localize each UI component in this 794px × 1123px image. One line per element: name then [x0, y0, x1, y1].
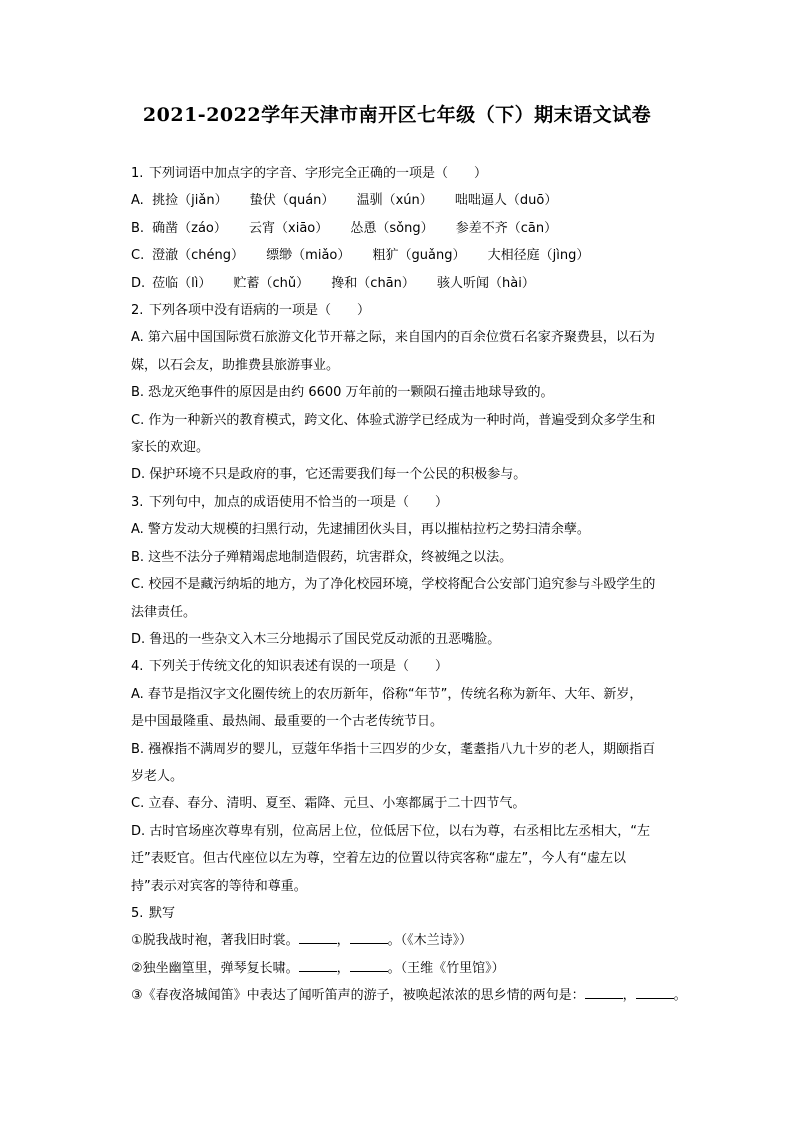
option-item: 大相径庭（jìng） [487, 248, 590, 264]
option-item: 参差不齐（cān） [455, 220, 558, 236]
question-2-line: C. 作为一种新兴的教育模式，跨文化、体验式游学已经成为一种时尚，普遍受到众多学生和 [131, 412, 656, 428]
question-text: 下列各项中没有语病的一项是（ ） [149, 303, 371, 319]
option-item: 云宵（xiāo） [249, 220, 329, 236]
option-item: 澄澈（chéng） [152, 248, 245, 264]
question-5-stem [131, 900, 701, 927]
question-4-line: A. 春节是指汉字文化圈传统上的农历新年，俗称“年节”，传统名称为新年、大年、新岁， [131, 686, 643, 702]
question-2-line: A. 第六届中国国际赏石旅游文化节开幕之际，来自国内的百余位赏石名家齐聚费县，以石为 [131, 330, 655, 346]
dictation-text: ①脱我战时袍，著我旧时裳。 [131, 933, 299, 949]
question-1-option-a [131, 187, 701, 214]
option-item: 贮蓄（chǔ） [233, 275, 310, 291]
question-4-line: D. 古时官场座次尊卑有别，位高居上位，位低居下位，以右为尊，右丞相比左丞相大，“左 [131, 823, 651, 839]
option-item: 怂恿（sǒng） [350, 220, 434, 236]
dictation-separator: ， [336, 960, 350, 976]
answer-blank[interactable] [350, 961, 388, 972]
question-4-line: C. 立春、春分、清明、夏至、霜降、元旦、小寒都属于二十四节气。 [131, 796, 526, 812]
dictation-text: ②独坐幽篁里，弹琴复长啸。 [131, 960, 299, 976]
option-item: 搀和（chān） [331, 275, 415, 291]
option-label: D. [131, 275, 146, 291]
question-1-option-d [131, 270, 701, 297]
question-1-option-c [131, 242, 701, 269]
dictation-text: ③《春夜洛城闻笛》中表达了闻听笛声的游子，被唤起浓浓的思乡情的两句是： [131, 988, 585, 1004]
question-4-line: B. 襁褓指不满周岁的婴儿，豆蔻年华指十三四岁的少女，耄耋指八九十岁的老人，期颐指百 [131, 741, 656, 757]
question-text: 下列关于传统文化的知识表述有误的一项是（ ） [149, 659, 449, 675]
dictation-source: 。 [673, 988, 687, 1004]
question-3-line: B. 这些不法分子殚精竭虑地制造假药，坑害群众，终被绳之以法。 [131, 549, 513, 565]
answer-blank[interactable] [299, 933, 337, 944]
dictation-source: 。（王维《竹里馆》） [387, 960, 505, 976]
question-3-line: D. 鲁迅的一些杂文入木三分地揭示了国民党反动派的丑恶嘴脸。 [131, 631, 501, 647]
question-3-stem [131, 489, 701, 516]
question-text: 下列词语中加点字的字音、字形完全正确的一项是（ ） [149, 166, 488, 181]
answer-blank[interactable] [585, 988, 623, 999]
option-item: 挑捡（jiǎn） [152, 193, 228, 209]
question-2-line: D. 保护环境不只是政府的事，它还需要我们每一个公民的积极参与。 [131, 467, 527, 483]
option-item: 缥缈（miǎo） [266, 248, 351, 264]
answer-blank[interactable] [636, 988, 674, 999]
question-text: 下列句中，加点的成语使用不恰当的一项是（ ） [149, 494, 449, 510]
question-3-line: 法律责任。 [131, 604, 197, 620]
option-label: C. [131, 248, 145, 264]
option-item: 骇人听闻（hài） [437, 275, 535, 291]
exam-title: 2021-2022学年天津市南开区七年级（下）期末语文试卷 [142, 104, 652, 126]
question-4-stem [131, 653, 701, 680]
question-3-line: A. 警方发动大规模的扫黑行动，先逮捕团伙头目，再以摧枯拉朽之势扫清余孽。 [131, 522, 590, 538]
dictation-source: 。（《木兰诗》） [387, 933, 473, 949]
option-item: 咄咄逼人（duō） [454, 193, 558, 209]
option-label: A. [131, 193, 144, 209]
dictation-item-2 [131, 955, 701, 982]
exam-content [131, 160, 701, 1010]
dictation-separator: ， [336, 933, 350, 949]
question-4-line: 迁”表贬官。但古代座位以左为尊，空着左边的位置以待宾客称“虚左”，今人有“虚左以 [131, 851, 626, 867]
answer-blank[interactable] [299, 961, 337, 972]
option-item: 确凿（záo） [152, 220, 227, 236]
question-1-option-b [131, 215, 701, 242]
question-2-line: 家长的欢迎。 [131, 440, 210, 456]
dictation-separator: ， [622, 988, 636, 1004]
question-number: 5. [131, 905, 144, 921]
question-number: 2. [131, 303, 144, 319]
question-4-line: 是中国最隆重、最热闹、最重要的一个古老传统节日。 [131, 714, 444, 730]
question-4-line: 持”表示对宾客的等待和尊重。 [131, 878, 307, 894]
question-2-stem [131, 297, 701, 324]
question-2-line: B. 恐龙灭绝事件的原因是由约 6600 万年前的一颗陨石撞击地球导致的。 [131, 385, 554, 401]
dictation-item-3 [131, 982, 701, 1009]
question-number: 1. [131, 166, 144, 181]
answer-blank[interactable] [350, 933, 388, 944]
option-item: 粗犷（guǎng） [372, 248, 466, 264]
question-1-stem [131, 160, 701, 187]
question-text: 默写 [149, 905, 176, 921]
question-3-line: C. 校园不是藏污纳垢的地方，为了净化校园环境，学校将配合公安部门追究参与斗殴学生的 [131, 577, 656, 593]
question-number: 4. [131, 659, 144, 675]
option-item: 莅临（lì） [152, 275, 212, 291]
question-2-line: 媒，以石会友，助推费县旅游事业。 [131, 357, 340, 373]
dictation-item-1 [131, 927, 701, 954]
option-item: 蛰伏（quán） [249, 193, 335, 209]
option-item: 温驯（xún） [356, 193, 433, 209]
question-4-line: 岁老人。 [131, 768, 184, 784]
option-label: B. [131, 220, 145, 236]
question-number: 3. [131, 494, 144, 510]
